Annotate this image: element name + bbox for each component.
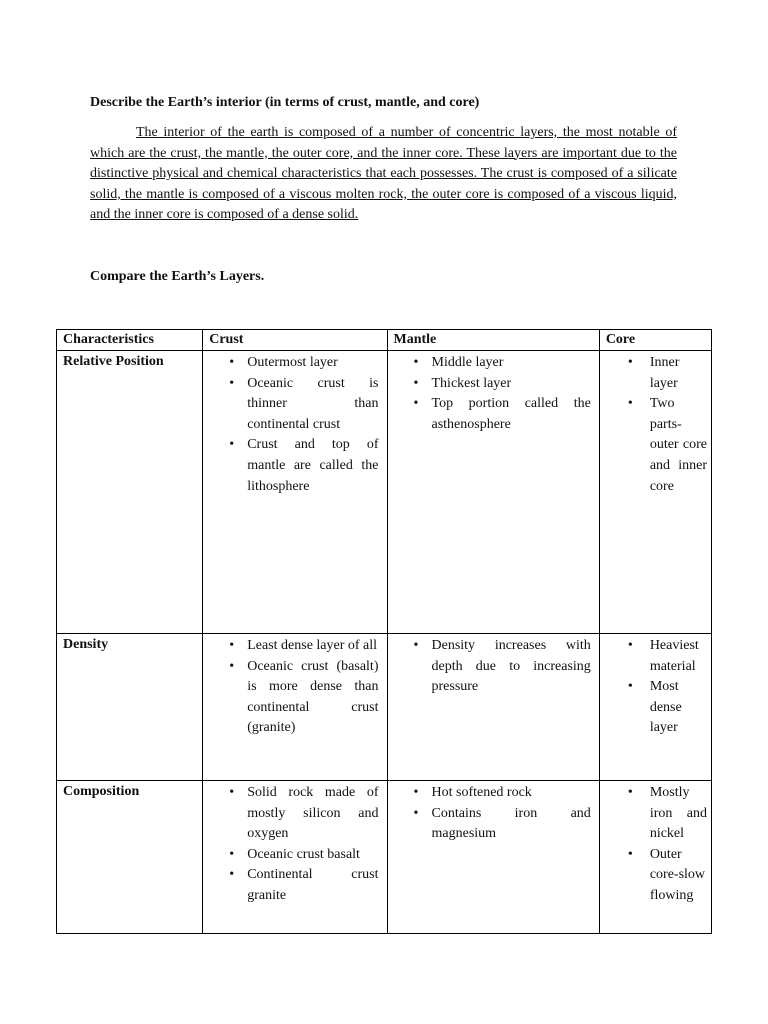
bullet-icon: •	[229, 375, 235, 391]
bullet-list	[203, 781, 386, 907]
bullet-icon: •	[229, 846, 235, 862]
list-item-text: Middle layer	[431, 355, 504, 370]
bullet-icon: •	[627, 785, 633, 800]
list-item	[203, 783, 378, 845]
bullet-icon: •	[413, 375, 419, 391]
bullet-list	[600, 781, 711, 907]
list-item-text: Hot softened rock	[431, 785, 532, 800]
core-cell	[599, 351, 711, 634]
table-row	[57, 634, 712, 781]
header-core: Core	[599, 330, 711, 351]
bullet-icon: •	[229, 355, 235, 370]
bullet-icon: •	[627, 846, 633, 862]
header-characteristics: Characteristics	[57, 330, 203, 351]
bullet-icon: •	[413, 355, 419, 370]
bullet-icon: •	[627, 396, 633, 412]
bullet-list	[388, 351, 599, 435]
header-mantle: Mantle	[387, 330, 599, 351]
list-item-text: Two parts-outer core and inner core	[649, 396, 707, 494]
section-heading-compare: Compare the Earth’s Layers.	[90, 269, 265, 284]
bullet-icon: •	[627, 355, 633, 370]
row-label-density: Density	[57, 634, 203, 781]
list-item-text: Contains iron and magnesium	[431, 805, 591, 842]
list-item	[388, 394, 591, 435]
bullet-icon: •	[229, 867, 235, 883]
table-header-row	[57, 330, 712, 351]
list-item	[600, 783, 707, 845]
list-item	[203, 374, 378, 436]
bullet-icon: •	[413, 785, 419, 800]
list-item	[388, 636, 591, 698]
bullet-icon: •	[627, 638, 633, 653]
list-item	[388, 353, 591, 374]
section-heading-interior: Describe the Earth’s interior (in terms of crust, mantle, and core)	[90, 95, 480, 110]
bullet-icon: •	[413, 805, 419, 821]
list-item	[600, 845, 707, 907]
list-item	[600, 394, 707, 497]
list-item	[600, 636, 707, 677]
list-item-text: Density increases with depth due to increasing pressure	[431, 638, 591, 695]
list-item	[388, 783, 591, 804]
bullet-icon: •	[229, 658, 235, 674]
list-item	[600, 353, 707, 394]
list-item-text: Most dense layer	[649, 679, 682, 736]
list-item-text: Oceanic crust is thinner than continental crust	[247, 375, 379, 432]
list-item-text: Least dense layer of all	[247, 638, 378, 653]
bullet-list	[600, 634, 711, 739]
crust-cell	[203, 634, 387, 781]
list-item-text: Continental crust granite	[247, 867, 379, 903]
table-row	[57, 351, 712, 634]
header-crust: Crust	[203, 330, 387, 351]
crust-cell	[203, 351, 387, 634]
list-item-text: Crust and top of mantle are called the lithosphere	[247, 437, 379, 494]
list-item-text: Heaviest material	[649, 638, 699, 674]
mantle-cell	[387, 634, 599, 781]
list-item-text: Outermost layer	[247, 355, 338, 370]
list-item-text: Oceanic crust basalt	[247, 846, 360, 862]
row-label-relative-position: Relative Position	[57, 351, 203, 634]
list-item-text: Oceanic crust (basalt) is more dense than continental crust (granite)	[247, 658, 379, 736]
list-item	[203, 636, 378, 657]
list-item	[203, 353, 378, 374]
bullet-icon: •	[229, 638, 235, 653]
list-item-text: Solid rock made of mostly silicon and oxygen	[247, 785, 379, 842]
list-item-text: Top portion called the asthenosphere	[431, 396, 591, 432]
bullet-list	[600, 351, 711, 497]
bullet-icon: •	[413, 638, 419, 653]
bullet-list	[203, 351, 386, 497]
row-label-composition: Composition	[57, 781, 203, 934]
bullet-icon: •	[413, 396, 419, 412]
list-item	[388, 374, 591, 395]
bullet-list	[388, 781, 599, 845]
bullet-icon: •	[627, 679, 633, 695]
list-item	[600, 677, 707, 739]
earth-layers-table	[56, 329, 712, 934]
core-cell	[599, 634, 711, 781]
list-item	[203, 845, 378, 866]
crust-cell	[203, 781, 387, 934]
bullet-icon: •	[229, 785, 235, 800]
list-item	[388, 804, 591, 845]
table-row	[57, 781, 712, 934]
list-item-text: Mostly iron and nickel	[649, 785, 707, 842]
bullet-list	[203, 634, 386, 739]
list-item-text: Inner layer	[649, 355, 680, 391]
mantle-cell	[387, 351, 599, 634]
bullet-icon: •	[229, 437, 235, 453]
list-item	[203, 865, 378, 906]
interior-paragraph: The interior of the earth is composed of a number of concentric layers, the most notable of which are the crust, the mantle, the outer core, and the inner core. These layers are important due to the distinctive physical and chemical characteristics that each possesses. The crust is composed of a silicate solid, the mantle is composed of a viscous molten rock, the outer core is composed of a viscous liquid, and the inner core is composed of a dense solid.	[90, 125, 677, 223]
list-item	[203, 657, 378, 739]
core-cell	[599, 781, 711, 934]
list-item-text: Outer core-slow flowing	[649, 846, 706, 903]
bullet-list	[388, 634, 599, 698]
list-item-text: Thickest layer	[431, 375, 512, 391]
list-item	[203, 435, 378, 497]
mantle-cell	[387, 781, 599, 934]
